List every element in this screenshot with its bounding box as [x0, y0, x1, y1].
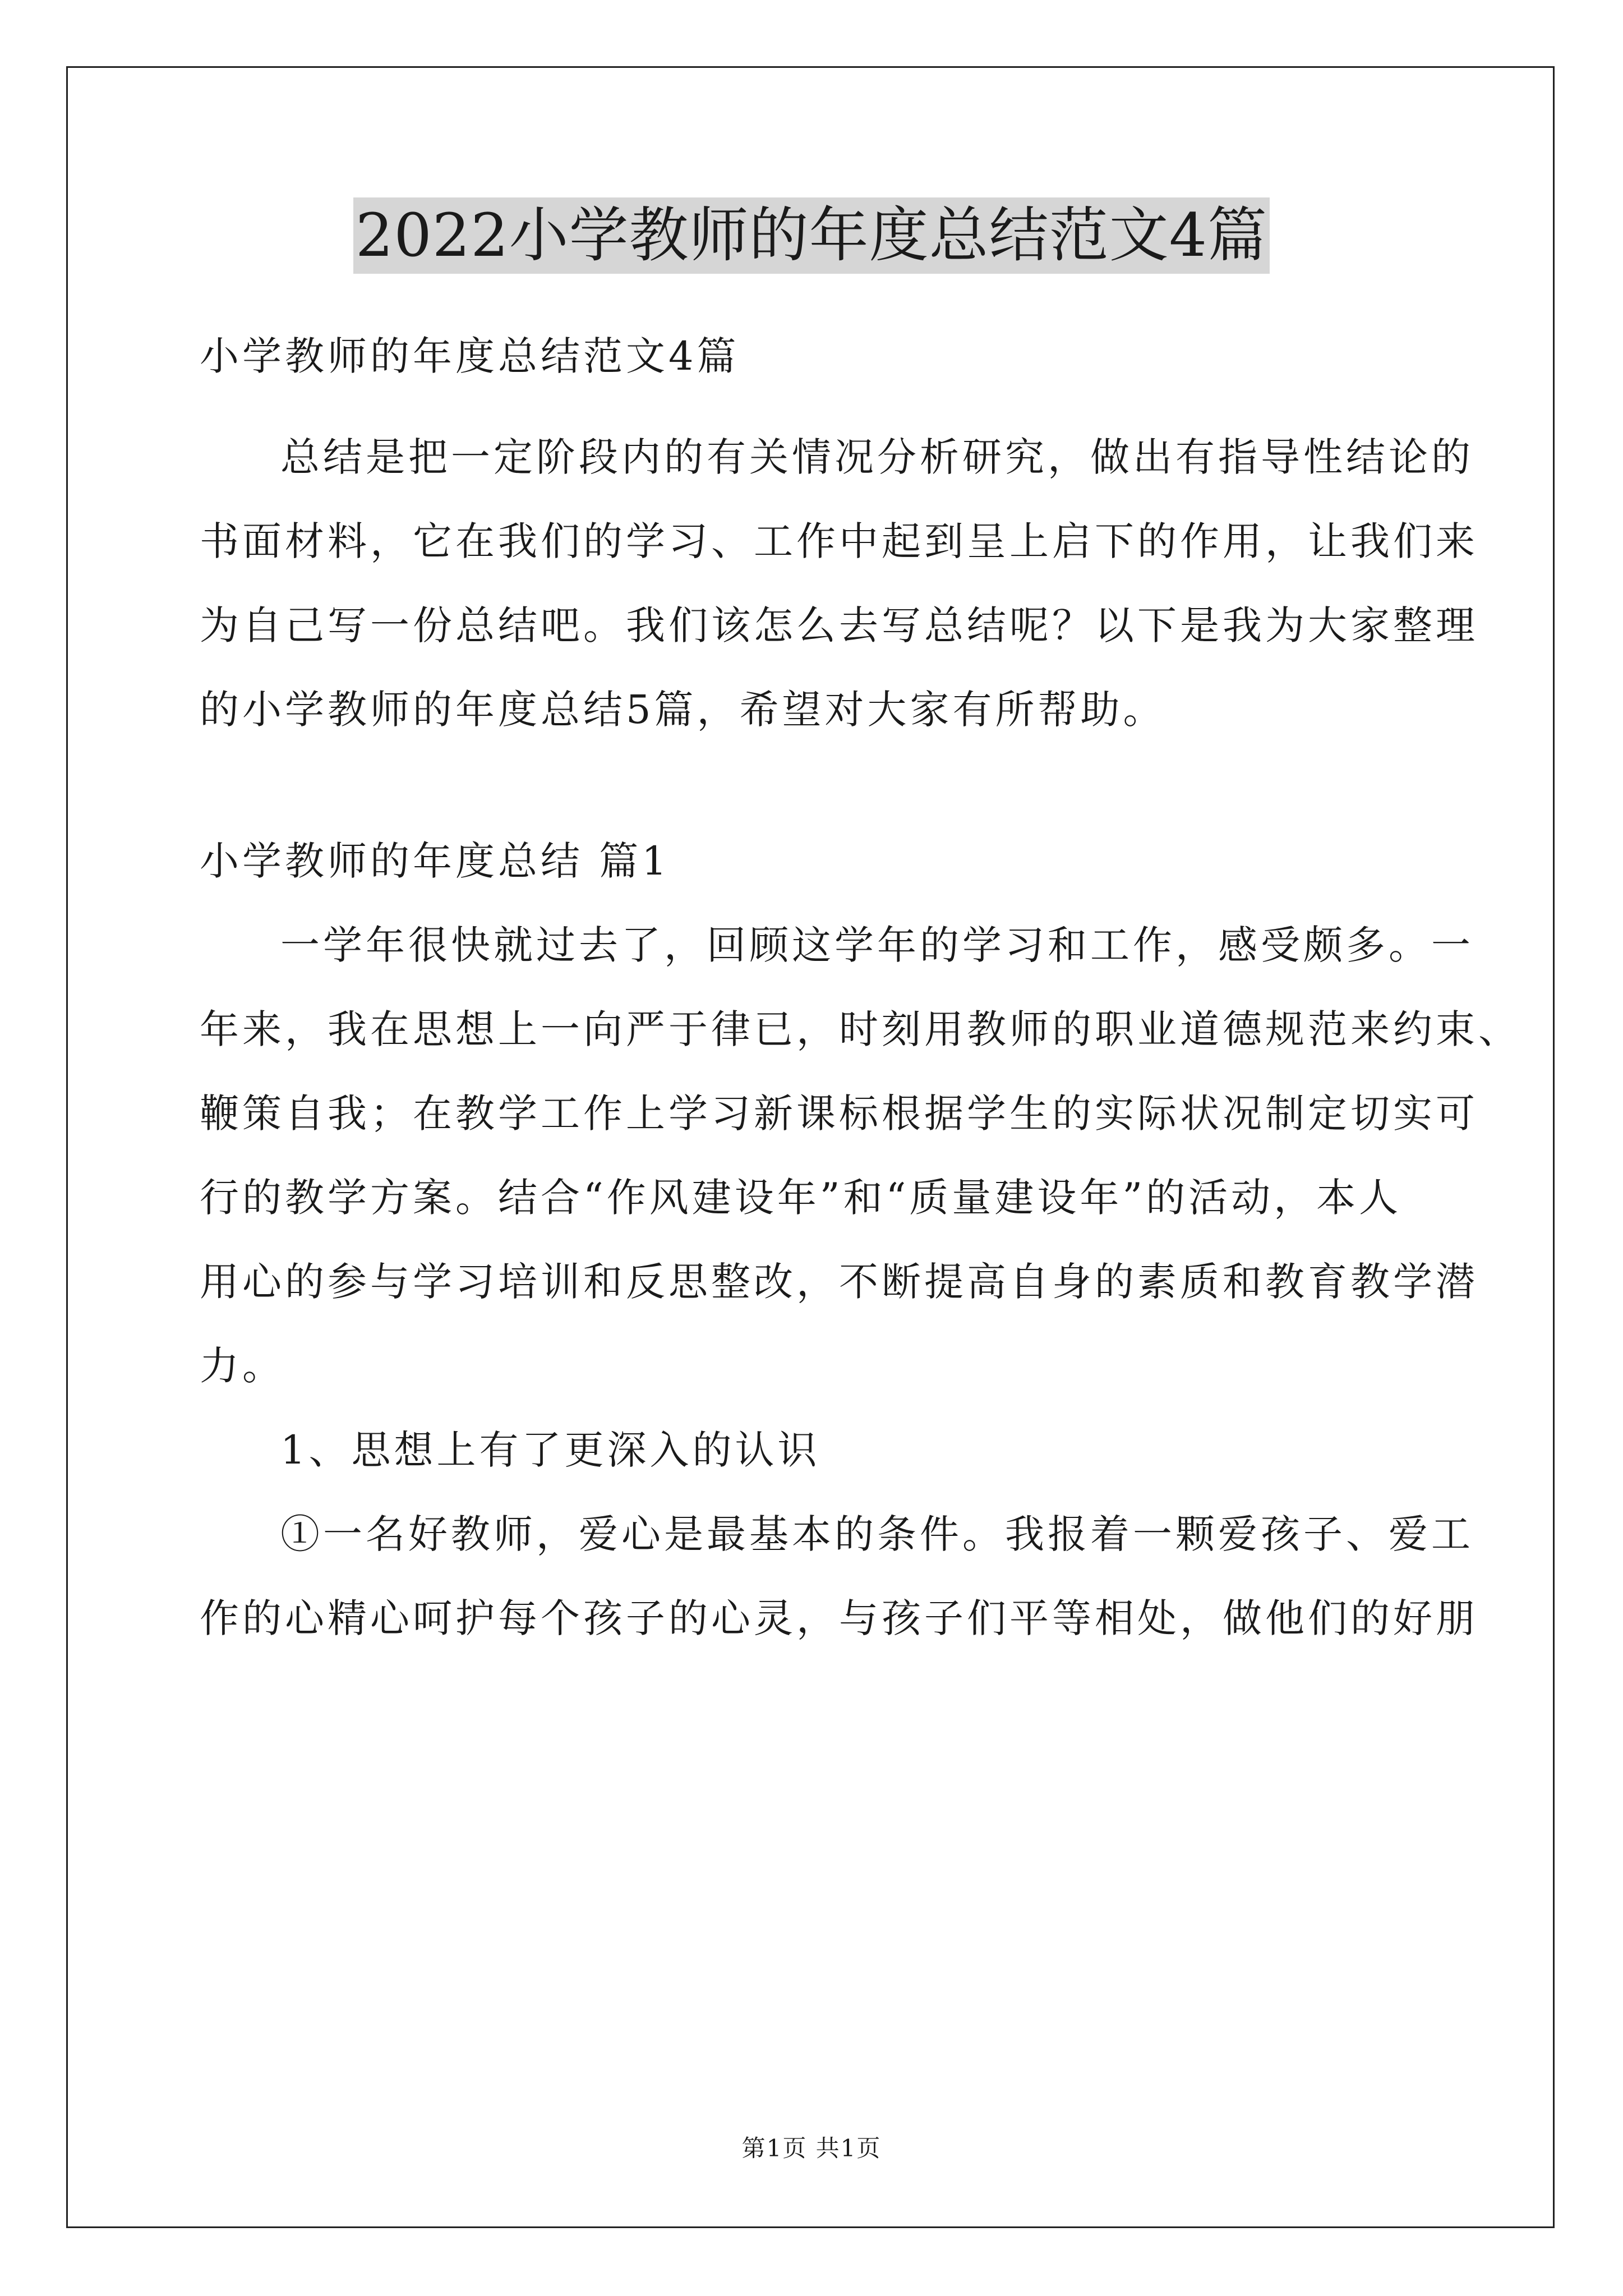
intro-line: 书面材料，它在我们的学习、工作中起到呈上启下的作用，让我们来: [200, 518, 1478, 564]
intro-line: 为自己写一份总结吧。我们该怎么去写总结呢？以下是我为大家整理: [200, 602, 1478, 648]
section-heading: 小学教师的年度总结 篇1: [200, 838, 670, 884]
paragraph-line: 行的教学方案。结合“作风建设年”和“质量建设年”的活动，本人: [200, 1175, 1402, 1221]
paragraph-line: 力。: [200, 1343, 285, 1389]
paragraph-line: 用心的参与学习培训和反思整改，不断提高自身的素质和教育教学潜: [200, 1259, 1478, 1305]
intro-paragraph: [200, 415, 1478, 752]
document-body: [200, 314, 1521, 1660]
paragraph-line: 作的心精心呵护每个孩子的心灵，与孩子们平等相处，做他们的好朋: [200, 1595, 1478, 1641]
paragraph-line: ①一名好教师，爱心是最基本的条件。我报着一颗爱孩子、爱工: [280, 1511, 1474, 1557]
intro-line: 的小学教师的年度总结5篇，希望对大家有所帮助。: [200, 687, 1166, 733]
subtitle: 小学教师的年度总结范文4篇: [200, 333, 740, 379]
paragraph-1: [200, 903, 1521, 1408]
paragraph-line: 鞭策自我；在教学工作上学习新课标根据学生的实际状况制定切实可: [200, 1091, 1478, 1137]
paragraph-line: 一学年很快就过去了，回顾这学年的学习和工作，感受颇多。一: [280, 922, 1474, 968]
paragraph-2: [200, 1492, 1478, 1660]
intro-line: 总结是把一定阶段内的有关情况分析研究，做出有指导性结论的: [280, 434, 1474, 480]
document-title: 2022小学教师的年度总结范文4篇: [353, 197, 1270, 274]
title-container: [0, 197, 1623, 274]
page-footer: 第1页 共1页: [741, 2134, 882, 2162]
point-1-heading: 1、思想上有了更深入的认识: [280, 1427, 820, 1473]
paragraph-line: 年来，我在思想上一向严于律已，时刻用教师的职业道德规范来约束、: [200, 1006, 1521, 1052]
